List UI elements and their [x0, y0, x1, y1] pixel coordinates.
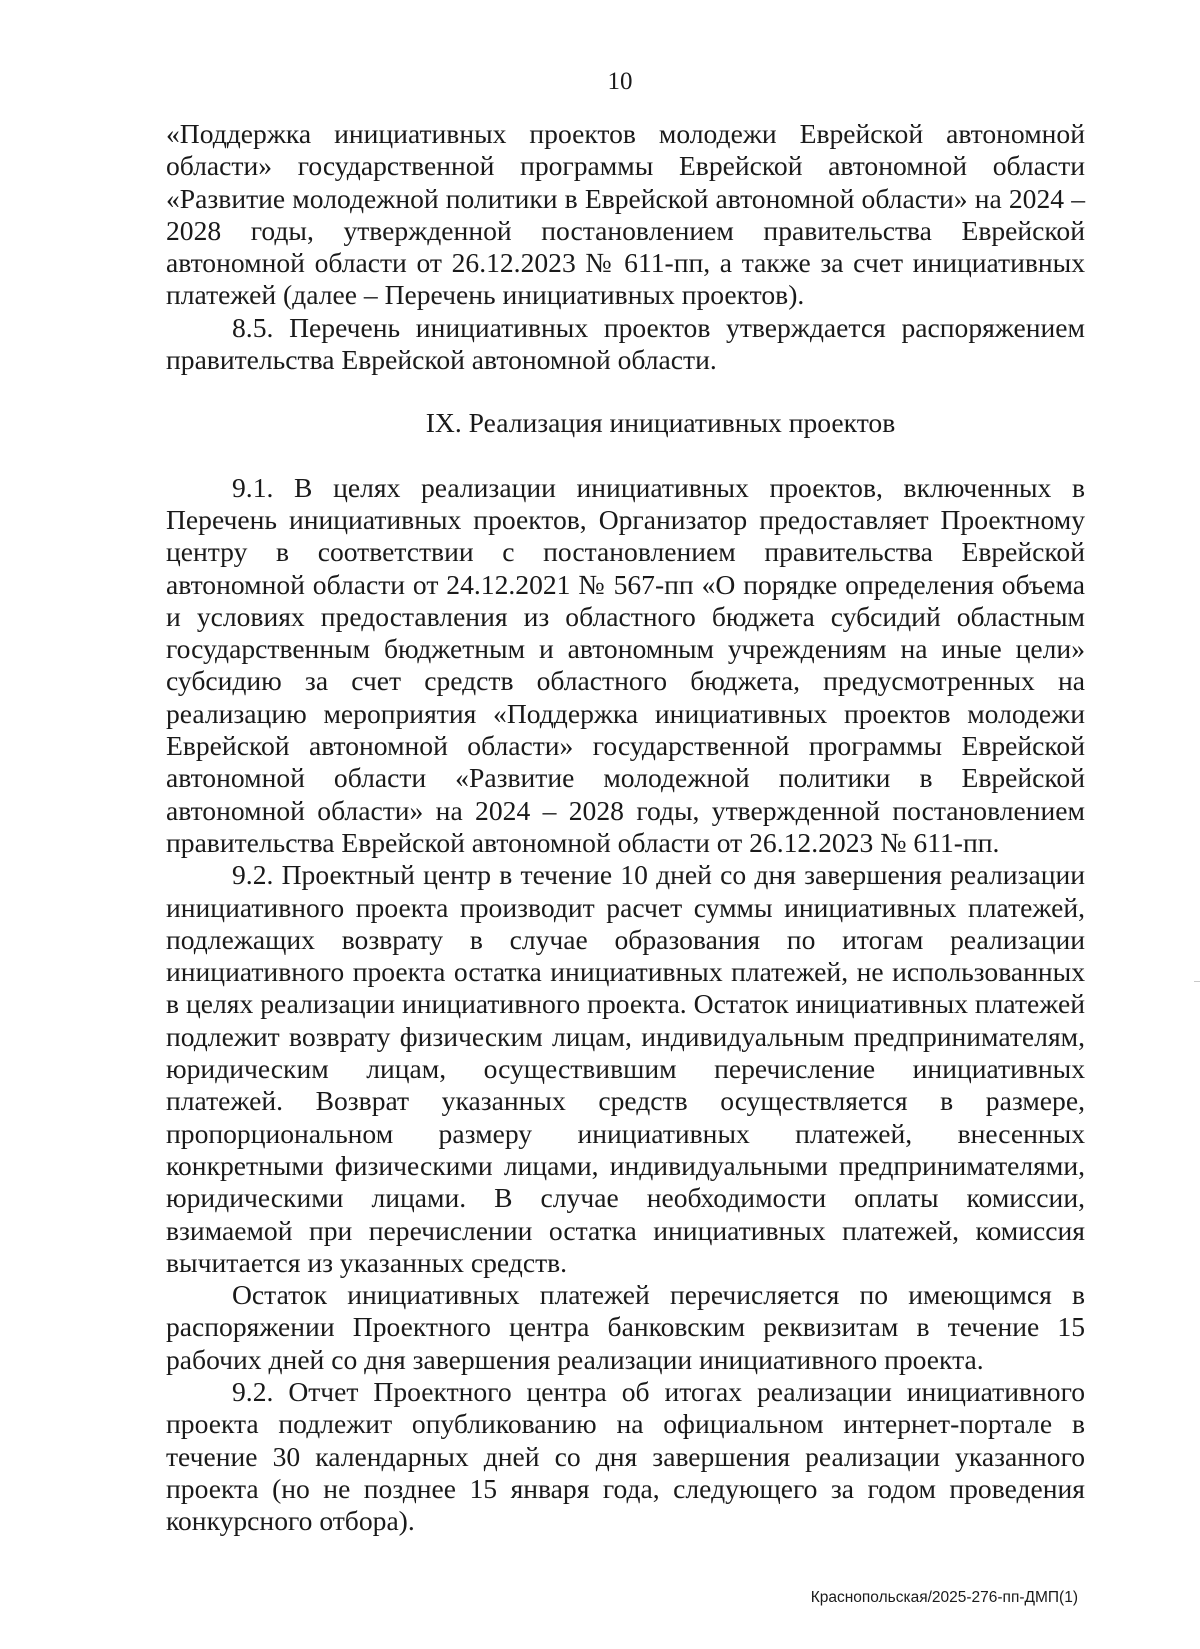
document-id: Краснопольская/2025-276-пп-ДМП(1) — [810, 1589, 1078, 1606]
page-number: 10 — [607, 68, 633, 95]
paragraph-8-5: 8.5. Перечень инициативных проектов утверждается распоряжением правительства Еврейской автономной области. — [166, 311, 1085, 376]
document-body — [166, 118, 1085, 1537]
paragraph-9-1: 9.1. В целях реализации инициативных проектов, включенных в Перечень инициативных проектов, Организатор предоставляет Проектному центру в соответствии с постановлением правительства Еврейской автономной области от 24.12.2021 № 567-пп «О порядке определения объема и условиях предоставления из областного бюджета субсидий областным государственным бюджетным и автономным учреждениям на иные цели» субсидию за счет средств областного бюджета, предусмотренных на реализацию мероприятия «Поддержка инициативных проектов молодежи Еврейской автономной области» государственной программы Еврейской автономной области «Развитие молодежной политики в Еврейской автономной области» на 2024 – 2028 годы, утвержденной постановлением правительства Еврейской автономной области от 26.12.2023 № 611-пп. — [166, 471, 1085, 858]
section-heading: IX. Реализация инициативных проектов — [425, 407, 896, 439]
scan-mark — [1194, 981, 1200, 982]
paragraph-continuation: «Поддержка инициативных проектов молодежи Еврейской автономной области» государственной программы Еврейской автономной области «Развитие молодежной политики в Еврейской автономной области» на 2024 – 2028 годы, утвержденной постановлением правительства Еврейской автономной области от 26.12.2023 № 611-пп, а также за счет инициативных платежей (далее – Перечень инициативных проектов). — [166, 118, 1085, 311]
paragraph-9-2-report: 9.2. Отчет Проектного центра об итогах реализации инициативного проекта подлежит опубликованию на официальном интернет-портале в течение 30 календарных дней со дня завершения реализации указанного проекта (но не позднее 15 января года, следующего за годом проведения конкурсного отбора). — [166, 1375, 1085, 1537]
paragraph-9-2: 9.2. Проектный центр в течение 10 дней со дня завершения реализации инициативного проекта производит расчет суммы инициативных платежей, подлежащих возврату в случае образования по итогам реализации инициативного проекта остатка инициативных платежей, не использованных в целях реализации инициативного проекта. Остаток инициативных платежей подлежит возврату физическим лицам, индивидуальным предпринимателям, юридическим лицам, осуществившим перечисление инициативных платежей. Возврат указанных средств осуществляется в размере, пропорциональном размеру инициативных платежей, внесенных конкретными физическими лицами, индивидуальными предпринимателями, юридическими лицами. В случае необходимости оплаты комиссии, взимаемой при перечислении остатка инициативных платежей, комиссия вычитается из указанных средств. — [166, 859, 1085, 1278]
paragraph-remainder: Остаток инициативных платежей перечисляется по имеющимся в распоряжении Проектного центра банковским реквизитам в течение 15 рабочих дней со дня завершения реализации инициативного проекта. — [166, 1279, 1085, 1375]
